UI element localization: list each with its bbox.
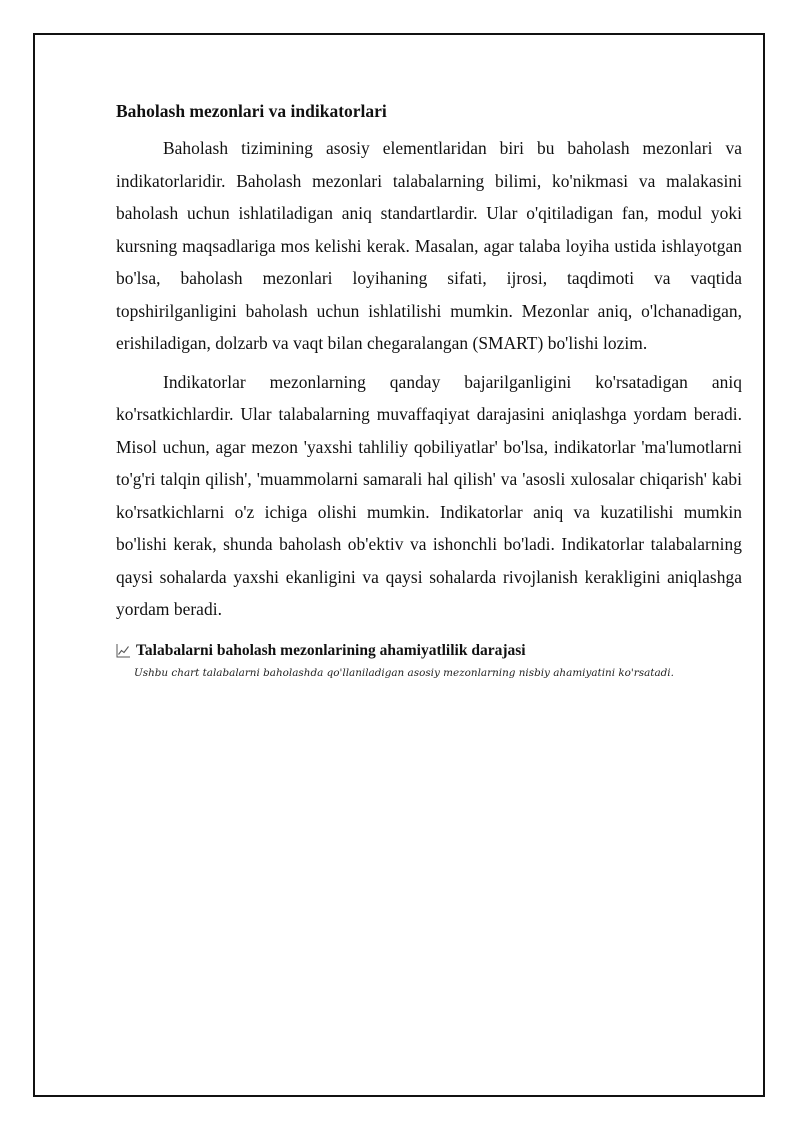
chart-caption: Ushbu chart talabalarni baholashda qo'llaniladigan asosiy mezonlarning nisbiy ahamiyatini ko'rsatadi. [134, 666, 674, 679]
document-body [116, 98, 742, 682]
section-heading: Baholash mezonlari va indikatorlari [116, 101, 387, 121]
paragraph-criteria: Baholash tizimining asosiy elementlaridan biri bu baholash mezonlari va indikatorlaridir. Baholash mezonlari talabalarning bilimi, ko'nikmasi va malakasini baholash uchun ishlatiladigan aniq standartlardir. Ular o'qitiladigan fan, modul yoki kursning maqsadlariga mos kelishi kerak. Masalan, agar talaba loyiha ustida ishlayotgan bo'lsa, baholash mezonlari loyihaning sifati, ijrosi, taqdimoti va vaqtida topshirilganligini baholash uchun ishlatilishi mumkin. Mezonlar aniq, o'lchanadigan, erishiladigan, dolzarb va vaqt bilan chegaralangan (SMART) bo'lishi lozim. [116, 138, 742, 353]
chart-title: Talabalarni baholash mezonlarining ahamiyatlilik darajasi [136, 641, 526, 659]
paragraph-indicators: Indikatorlar mezonlarning qanday bajarilganligini ko'rsatadigan aniq ko'rsatkichlardir. Ular talabalarning muvaffaqiyat darajasini aniqlashga yordam beradi. Misol uchun, agar mezon 'yaxshi tahliliy qobiliyatlar' bo'lsa, indikatorlar 'ma'lumotlarni to'g'ri talqin qilish', 'muammolarni samarali hal qilish' va 'asosli xulosalar chiqarish' kabi ko'rsatkichlarni o'z ichiga olishi mumkin. Indikatorlar aniq va kuzatilishi mumkin bo'lishi kerak, shunda baholash ob'ektiv va ishonchli bo'ladi. Indikatorlar talabalarning qaysi sohalarda yaxshi ekanligini va qaysi sohalarda rivojlanish kerakligini aniqlashga yordam beradi. [116, 371, 742, 619]
chart-block [116, 640, 742, 682]
chart-title-row [116, 640, 742, 662]
chart-line-icon [116, 643, 131, 658]
